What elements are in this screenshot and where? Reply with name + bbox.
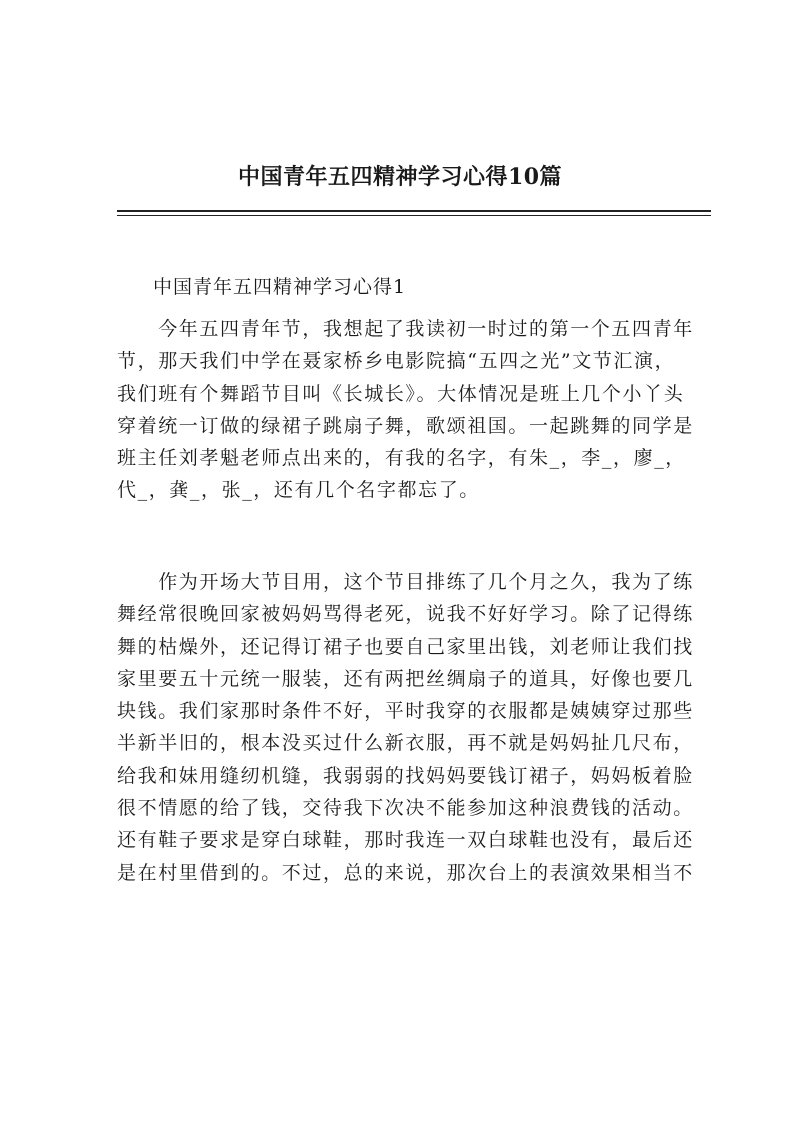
paragraph-line: 家里要五十元统一服装，还有两把丝绸扇子的道具，好像也要几	[117, 667, 694, 690]
paragraph-1	[117, 313, 717, 507]
paragraph-line: 块钱。我们家那时条件不好，平时我穿的衣服都是姨姨穿过那些	[117, 700, 694, 723]
paragraph-line: 舞的枯燥外，还记得订裙子也要自己家里出钱，刘老师让我们找	[117, 635, 694, 658]
section-heading: 中国青年五四精神学习心得1	[153, 276, 407, 298]
title-divider-thin	[117, 215, 711, 216]
paragraph-line: 还有鞋子要求是穿白球鞋，那时我连一双白球鞋也没有，最后还	[117, 829, 694, 852]
paragraph-line: 节，那天我们中学在聂家桥乡电影院搞“五四之光”文节汇演，	[117, 350, 676, 373]
paragraph-line: 今年五四青年节，我想起了我读初一时过的第一个五四青年	[117, 318, 694, 340]
paragraph-line: 我们班有个舞蹈节目叫《长城长》。大体情况是班上几个小丫头	[117, 382, 685, 405]
paragraph-line: 代_，龚_，张_，还有几个名字都忘了。	[117, 479, 480, 502]
paragraph-line: 很不情愿的给了钱，交待我下次决不能参加这种浪费钱的活动。	[117, 797, 694, 820]
paragraph-line: 作为开场大节目用，这个节目排练了几个月之久，我为了练	[117, 571, 694, 593]
paragraph-line: 舞经常很晚回家被妈妈骂得老死，说我不好好学习。除了记得练	[117, 603, 694, 626]
paragraph-line: 是在村里借到的。不过，总的来说，那次台上的表演效果相当不	[117, 861, 694, 884]
paragraph-line: 班主任刘孝魁老师点出来的，有我的名字，有朱_，李_，廖_，	[117, 447, 686, 470]
title-divider-thick	[117, 210, 711, 212]
document-title: 中国青年五四精神学习心得10篇	[237, 164, 563, 190]
paragraph-line: 穿着统一订做的绿裙子跳扇子舞，歌颂祖国。一起跳舞的同学是	[117, 414, 694, 437]
paragraph-line: 半新半旧的，根本没买过什么新衣服，再不就是妈妈扯几尺布，	[117, 732, 694, 755]
paragraph-line: 给我和妹用缝纫机缝，我弱弱的找妈妈要钱订裙子，妈妈板着脸	[117, 764, 694, 787]
paragraph-2	[117, 566, 717, 889]
